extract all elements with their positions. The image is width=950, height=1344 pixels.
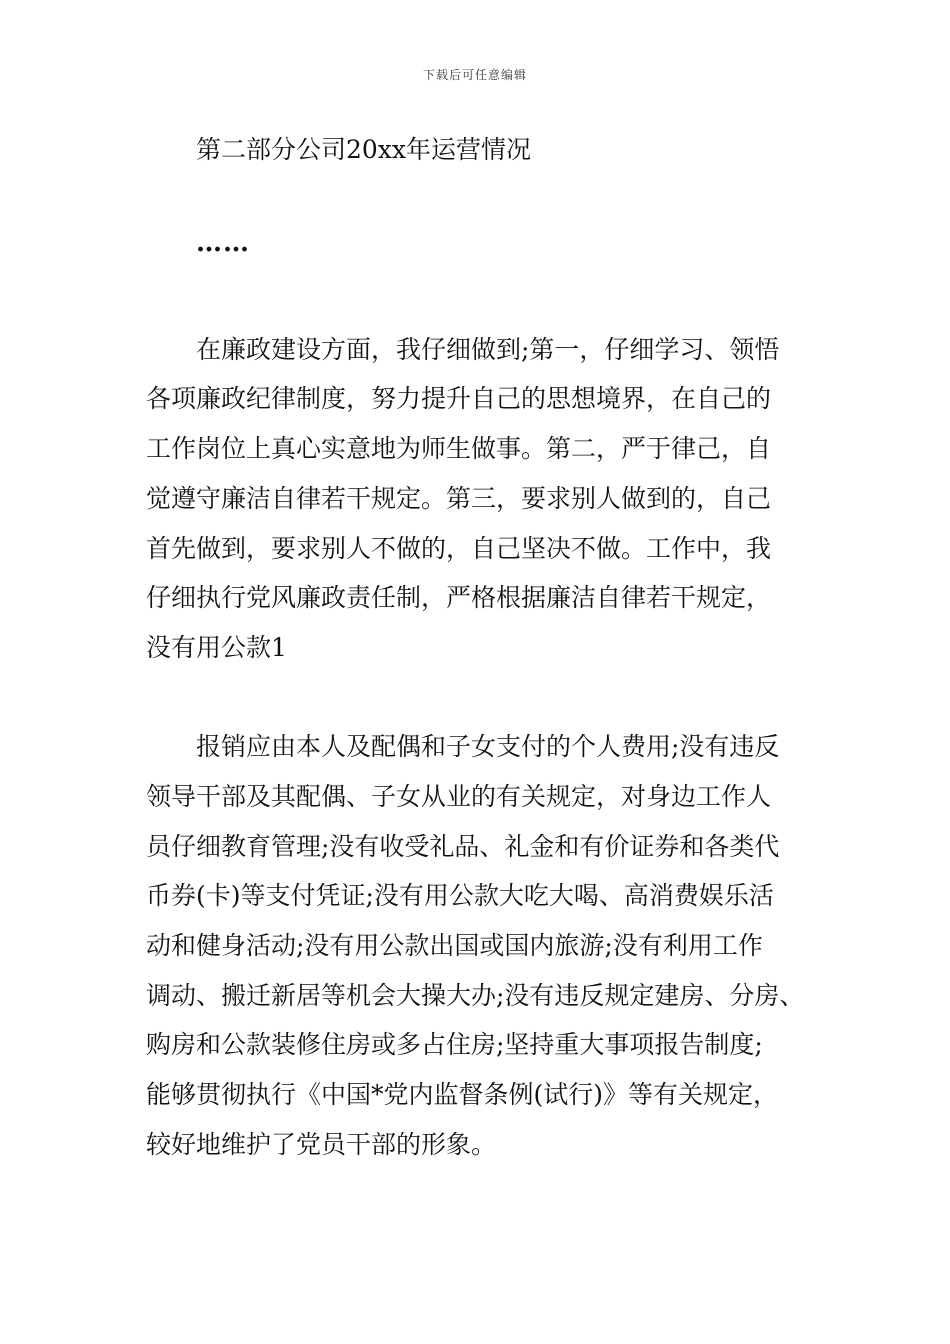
paragraph-line: 工作岗位上真心实意地为师生做事。第二，严于律己，自 xyxy=(146,434,772,463)
paragraph-line: 觉遵守廉洁自律若干规定。第三，要求别人做到的，自己 xyxy=(146,484,772,513)
paragraph-line: 较好地维护了党员干部的形象。 xyxy=(146,1130,497,1159)
paragraph-line: 调动、搬迁新居等机会大操大办;没有违反规定建房、分房、 xyxy=(146,981,805,1010)
paragraph-line: 各项廉政纪律制度，努力提升自己的思想境界，在自己的 xyxy=(146,384,772,413)
section-title: 第二部分公司20xx年运营情况 xyxy=(196,135,532,164)
paragraph-line: 员仔细教育管理;没有收受礼品、礼金和有价证券和各类代 xyxy=(146,832,780,861)
paragraph-line: 购房和公款装修住房或多占住房;坚持重大事项报告制度; xyxy=(146,1030,763,1059)
paragraph-line: 能够贯彻执行《中国*党内监督条例(试行)》等有关规定， xyxy=(146,1080,779,1109)
ellipsis: …… xyxy=(196,228,250,258)
paragraph-line: 在廉政建设方面，我仔细做到;第一，仔细学习、领悟 xyxy=(196,335,780,364)
paragraph-line: 没有用公款1 xyxy=(146,633,287,662)
paragraph-line: 报销应由本人及配偶和子女支付的个人费用;没有违反 xyxy=(196,732,780,761)
header-note: 下载后可任意编辑 xyxy=(422,68,527,82)
paragraph-line: 领导干部及其配偶、子女从业的有关规定，对身边工作人 xyxy=(146,782,772,811)
paragraph-line: 仔细执行党风廉政责任制，严格根据廉洁自律若干规定， xyxy=(146,583,772,612)
paragraph-line: 动和健身活动;没有用公款出国或国内旅游;没有利用工作 xyxy=(146,931,763,960)
paragraph-line: 币券(卡)等支付凭证;没有用公款大吃大喝、高消费娱乐活 xyxy=(146,881,774,910)
paragraph-line: 首先做到，要求别人不做的，自己坚决不做。工作中，我 xyxy=(146,534,772,563)
